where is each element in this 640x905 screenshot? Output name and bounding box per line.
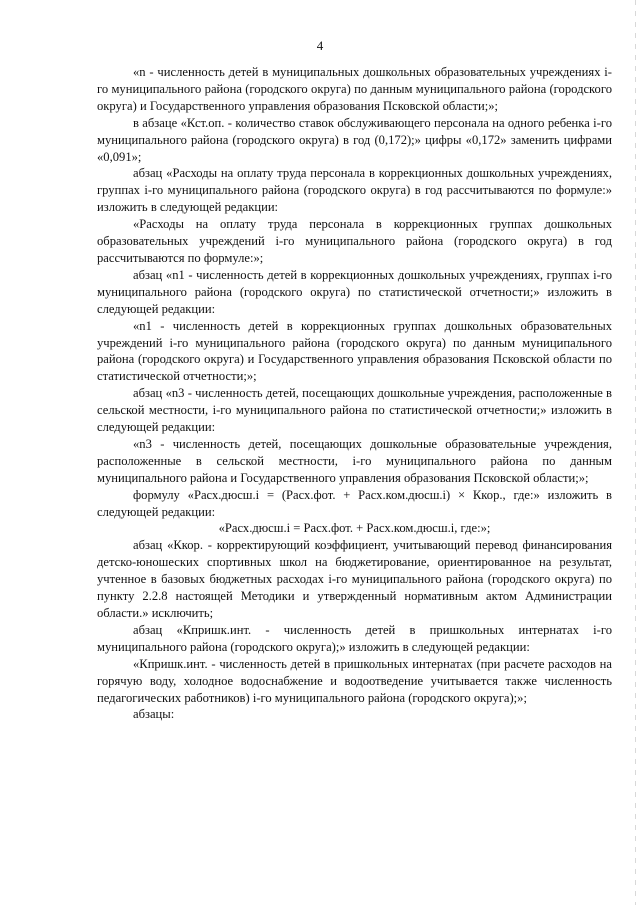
page-number: 4 bbox=[316, 38, 324, 53]
paragraph: «n3 - численность детей, посещающих дошкольные образовательные учреждения, расположенные в сельской местности, i-го муниципального района по данным муниципального района и Государственного управления образования Псковской области;»; bbox=[97, 436, 612, 485]
paragraph: «Кпришк.инт. - численность детей в пришкольных интернатах (при расчете расходов на горячую воду, холодное водоснабжение и водоотведение учитывается также численность педагогических работников) i-го муниципального района (городского округа);»; bbox=[97, 656, 612, 705]
paragraph: абзац «Расходы на оплату труда персонала в коррекционных дошкольных учреждениях, группах i-го муниципального района (городского округа) в год рассчитываются по формуле:» изложить в следующей редакции: bbox=[97, 166, 612, 215]
document-body bbox=[97, 64, 612, 723]
paragraph: абзац «n3 - численность детей, посещающих дошкольные учреждения, расположенные в сельской местности, i-го муниципального района по статистической отчетности;» изложить в следующей редакции: bbox=[97, 386, 612, 435]
paragraph: абзац «n1 - численность детей в коррекционных дошкольных учреждениях, группах i-го муниципального района (городского округа) по статистической отчетности;» изложить в следующей редакции: bbox=[97, 267, 612, 316]
paragraph: «n - численность детей в муниципальных дошкольных образовательных учреждениях i-го муниципального района (городского округа) по данным муниципального района (городского округа) и Государственного управления образования Псковской области;»; bbox=[97, 65, 612, 113]
scan-edge-line bbox=[635, 0, 636, 905]
paragraph: в абзаце «Кст.оп. - количество ставок обслуживающего персонала на одного ребенка i-го муниципального района (городского округа) в год (0,172);» цифры «0,172» заменить цифрами «0,091»; bbox=[97, 115, 612, 164]
paragraph: «Расходы на оплату труда персонала в коррекционных группах дошкольных образовательных учреждений i-го муниципального района (городского округа) в год рассчитываются по формуле:»; bbox=[97, 217, 612, 265]
paragraph: абзац «Кпришк.инт. - численность детей в пришкольных интернатах i-го муниципального района (городского округа);» изложить в следующей редакции: bbox=[97, 622, 612, 654]
paragraph: «n1 - численность детей в коррекционных группах дошкольных образовательных учреждений i-го муниципального района (городского округа) по данным муниципального района (городского округа) и Государственного управления образования Псковской области по статистической отчетности;»; bbox=[97, 318, 612, 384]
paragraph: абзац «Ккор. - корректирующий коэффициент, учитывающий перевод финансирования детско-юношеских спортивных школ на бюджетирование, ориентированное на результат, учтенное в базовых бюджетных расходах i-го муниципального района (городского округа) по пункту 2.2.8 настоящей Методики и утвержденный нормативным актом Администрации области.» исключить; bbox=[97, 538, 612, 620]
paragraph: абзацы: bbox=[133, 707, 175, 722]
paragraph: формулу «Расх.дюсш.i = (Расх.фот. + Расх.ком.дюсш.i) × Ккор., где:» изложить в следующей редакции: bbox=[97, 487, 612, 519]
formula-line: «Расх.дюсш.i = Расх.фот. + Расх.ком.дюсш.i, где:»; bbox=[218, 521, 491, 536]
